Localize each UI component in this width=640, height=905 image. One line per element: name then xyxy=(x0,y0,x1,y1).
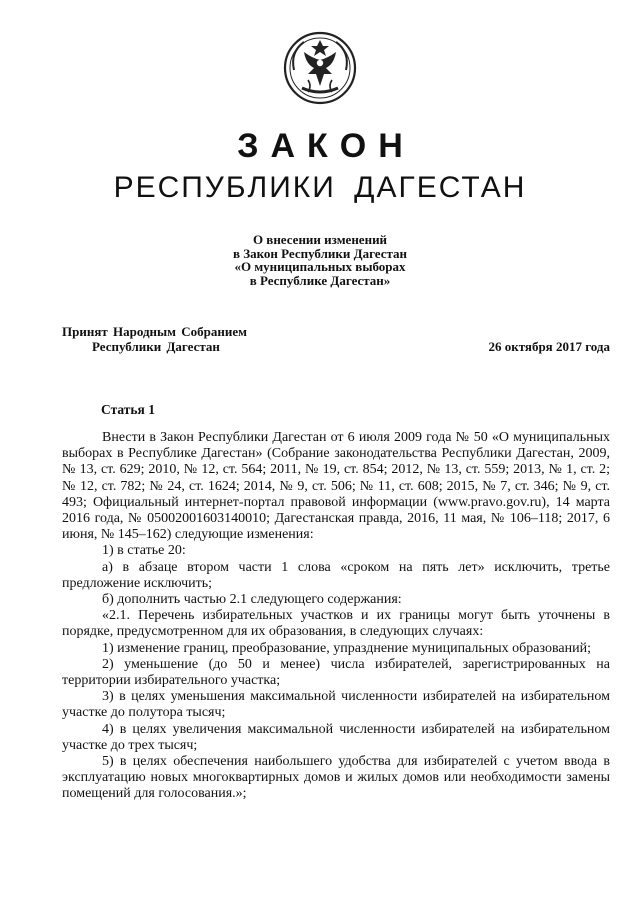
article-paragraph: 2) уменьшение (до 50 и менее) числа избирателей, зарегистрированных на территории избирательного участка; xyxy=(62,656,610,689)
adoption-authority xyxy=(62,324,247,354)
article-paragraph: а) в абзаце втором части 1 слова «сроком на пять лет» исключить, третье предложение исключить; xyxy=(62,559,610,591)
adoption-line: Принят Народным Собранием xyxy=(62,324,248,339)
article-paragraph: 1) в статье 20: xyxy=(102,543,186,559)
article-heading: Статья 1 xyxy=(101,402,155,417)
article-paragraph: б) дополнить частью 2.1 следующего содержания: xyxy=(102,592,402,608)
document-subtitle: РЕСПУБЛИКИ ДАГЕСТАН xyxy=(113,171,527,204)
adoption-line: Республики Дагестан xyxy=(92,339,220,354)
article-paragraph: 4) в целях увеличения максимальной численности избирателей на избирательном участке до трех тысяч; xyxy=(62,721,610,753)
document-title: ЗАКОН xyxy=(237,127,415,165)
article-paragraph: 3) в целях уменьшения максимальной численности избирателей на избирательном участке до полутора тысяч; xyxy=(62,689,610,721)
law-subject-line: О внесении изменений xyxy=(252,232,388,247)
article-paragraph: 1) изменение границ, преобразование, упразднение муниципальных образований; xyxy=(102,640,591,656)
article-body xyxy=(62,430,610,803)
law-subject xyxy=(200,233,440,287)
law-subject-line: «О муниципальных выборах xyxy=(234,259,406,274)
article-paragraph: 5) в целях обеспечения наибольшего удобства для избирателей с учетом ввода в эксплуатацию новых многоквартирных домов и жилых домов или необходимости замены помещений для голосования.»; xyxy=(62,754,610,802)
article-paragraph: Внести в Закон Республики Дагестан от 6 июля 2009 года № 50 «О муниципальных выборах в Республике Дагестан» (Собрание законодательства Республики Дагестан, 2009, № 13, ст. 629; 2010, № 12, ст. 564; 2011, № 19, ст. 854; 2012, № 13, ст. 559; 2013, № 1, ст. 2; № 12, ст. 782; № 24, ст. 1624; 2014, № 9, ст. 506; № 11, ст. 608; 2015, № 7, ст. 346; № 9, ст. 493; Официальный интернет-портал правовой информации (www.pravo.gov.ru), 14 марта 2016 года, № 05002001603140010; Дагестанская правда, 2016, 11 мая, № 106–118; 2017, 6 июня, № 145–162) следующие изменения: xyxy=(62,430,610,543)
adoption-date: 26 октября 2017 года xyxy=(488,339,610,354)
law-subject-line: в Республике Дагестан» xyxy=(249,272,391,288)
coat-of-arms-dagestan-icon xyxy=(282,30,358,106)
law-subject-line: в Закон Республики Дагестан xyxy=(232,245,408,261)
article-paragraph: «2.1. Перечень избирательных участков и их границы могут быть уточнены в порядке, предусмотренном для их образования, в следующих случаях: xyxy=(62,608,610,640)
